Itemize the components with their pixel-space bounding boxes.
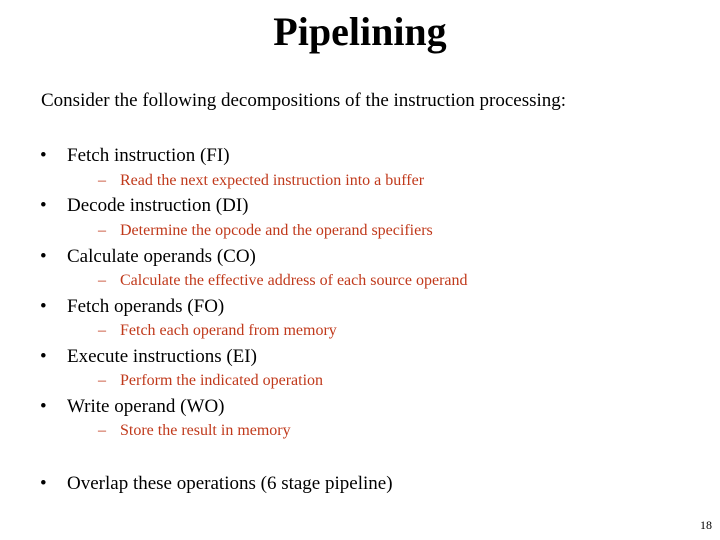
stage-detail: Read the next expected instruction into a buffer: [120, 172, 425, 189]
stage-bullet-fo: [40, 295, 224, 319]
stage-detail-co: [98, 271, 468, 291]
bullet-marker: •: [40, 473, 47, 494]
sub-marker: –: [98, 422, 106, 439]
sub-marker: –: [98, 322, 106, 339]
slide-title: Pipelining: [273, 9, 447, 54]
stage-label: Execute instructions (EI): [67, 346, 257, 367]
bullet-marker: •: [40, 396, 47, 417]
stage-detail-wo: [98, 421, 291, 441]
stage-detail-fi: [98, 171, 424, 191]
sub-marker: –: [98, 272, 106, 289]
intro-text: Consider the following decompositions of the instruction processing:: [41, 90, 567, 111]
stage-bullet-fi: [40, 144, 230, 168]
stage-bullet-ei: [40, 345, 257, 369]
stage-detail: Determine the opcode and the operand specifiers: [120, 222, 433, 239]
stage-detail-ei: [98, 371, 323, 391]
overlap-bullet: [40, 472, 393, 496]
overlap-text: Overlap these operations (6 stage pipeline): [67, 473, 393, 494]
sub-marker: –: [98, 222, 106, 239]
stage-label: Write operand (WO): [67, 396, 225, 417]
stage-detail-fo: [98, 321, 337, 341]
stage-detail-di: [98, 221, 433, 241]
bullet-marker: •: [40, 145, 47, 166]
sub-marker: –: [98, 372, 106, 389]
stage-bullet-wo: [40, 395, 225, 419]
stage-label: Fetch operands (FO): [67, 296, 225, 317]
page-number: 18: [700, 518, 712, 532]
bullet-marker: •: [40, 296, 47, 317]
stage-detail: Calculate the effective address of each source operand: [120, 272, 468, 289]
stage-bullet-di: [40, 194, 249, 218]
stage-detail: Fetch each operand from memory: [120, 322, 337, 339]
bullet-marker: •: [40, 346, 47, 367]
stage-label: Fetch instruction (FI): [67, 145, 230, 166]
bullet-marker: •: [40, 195, 47, 216]
bullet-marker: •: [40, 246, 47, 267]
stage-detail: Perform the indicated operation: [120, 372, 324, 389]
stage-label: Decode instruction (DI): [67, 195, 249, 216]
stage-detail: Store the result in memory: [120, 422, 291, 439]
stage-bullet-co: [40, 245, 256, 269]
sub-marker: –: [98, 172, 106, 189]
stage-label: Calculate operands (CO): [67, 246, 256, 267]
